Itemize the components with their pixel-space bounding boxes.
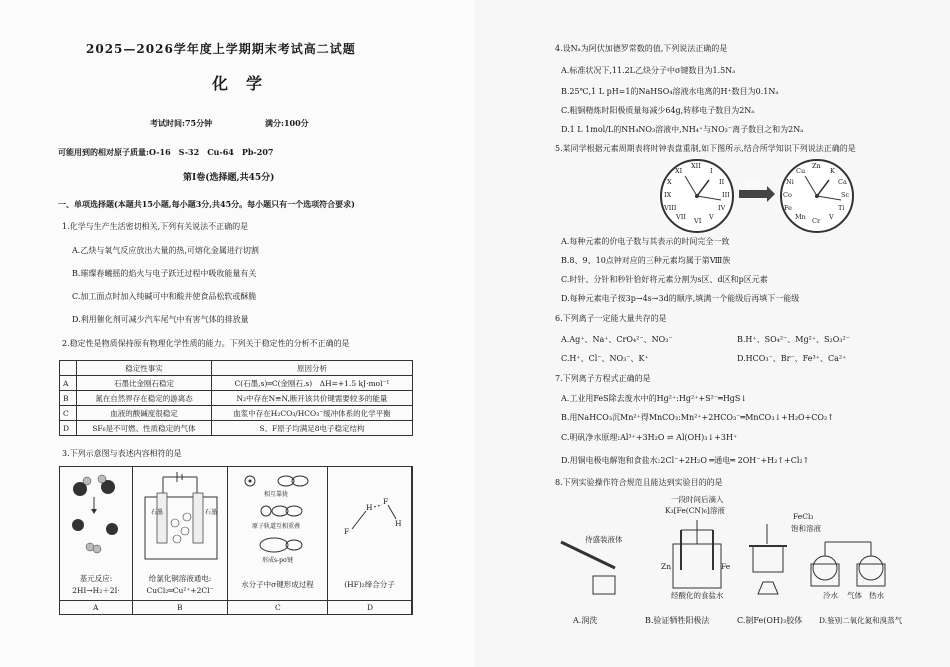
row-reason: S、F原子均满足8电子稳定结构	[211, 421, 412, 436]
atom-h-2: H	[395, 519, 402, 528]
element-zn: Zn	[812, 162, 821, 170]
q3-figure	[59, 466, 413, 615]
q6-option-c: C.H⁺、Cl⁻、NO₃⁻、K⁺	[561, 354, 649, 363]
atom-f-1: F	[344, 527, 350, 536]
part1-heading: 第Ⅰ卷(选择题,共45分)	[183, 173, 275, 183]
q8-option-a: A.润洗	[573, 616, 598, 625]
q2-table	[59, 360, 413, 436]
element-sc: Sc	[841, 191, 850, 199]
element-v: V	[829, 213, 834, 221]
numeral-10: X	[667, 178, 672, 186]
table-row	[60, 391, 413, 406]
q1-option-d: D.利用催化剂可减少汽车尾气中有害气体的排放量	[72, 315, 249, 324]
q4-stem: 4.设Nₐ为阿伏加德罗常数的值,下列说法正确的是	[555, 44, 728, 53]
add-label-1: 一段时间后滴入	[671, 495, 724, 504]
q3-a-caption1: 基元反应:	[79, 574, 113, 583]
q5-option-c: C.时针、分针和秒针恰好将元素分割为s区、d区和p区元素	[561, 275, 768, 284]
element-ti: Ti	[838, 204, 845, 212]
q1-option-c: C.加工面点时加入纯碱可中和酸并使食品松软或酥脆	[72, 292, 257, 301]
q3-label-c: C	[275, 603, 281, 612]
q3-a-caption2: 2HI→H₂＋2I·	[72, 586, 120, 595]
q4-option-d: D.1 L 1mol/L的NH₄NO₃溶液中,NH₄⁺与NO₃⁻离子数目之和为2Nₐ	[561, 125, 804, 134]
atomic-masses: 可能用到的相对原子质量:O-16 S-32 Cu-64 Pb-207	[58, 147, 274, 157]
q3-c-caption: 水分子中σ键形成过程	[241, 580, 314, 589]
row-fact: SF₆是不可燃、性质稳定的气体	[77, 421, 212, 436]
q2-stem: 2.稳定性是物质保持原有物理化学性质的能力。下列关于稳定性的分析不正确的是	[62, 339, 350, 348]
numeral-11: XI	[675, 167, 683, 175]
q1-option-a: A.乙炔与氧气反应放出大量的热,可熔化金属进行切割	[72, 246, 259, 255]
add-label-2: K₃[Fe(CN)₆]溶液	[665, 506, 725, 515]
gas-label: 气体	[847, 591, 862, 600]
q3-label-b: B	[177, 603, 183, 612]
q5-option-a: A.每种元素的价电子数与其表示的时间完全一致	[561, 237, 730, 246]
table-header-fact: 稳定性事实	[77, 361, 212, 376]
q7-stem: 7.下列离子方程式正确的是	[555, 374, 651, 383]
q8-stem: 8.下列实验操作符合规范且能达到实验目的的是	[555, 478, 723, 487]
q6-option-d: D.HCO₃⁻、Br⁻、Fe³⁺、Ca²⁺	[737, 354, 847, 363]
q5-stem: 5.某同学根据元素周期表将时钟表盘重制,如下图所示,结合所学知识下列说法正确的是	[555, 144, 856, 153]
fe-label: Fe	[721, 562, 731, 571]
q1-stem: 1.化学与生产生活密切相关,下列有关说法不正确的是	[62, 222, 249, 231]
element-co: Co	[783, 191, 792, 199]
q3-label-a: A	[93, 603, 99, 612]
numeral-1: I	[710, 167, 713, 175]
graphite-label-left: 石墨	[151, 509, 164, 516]
q5-option-b: B.8、9、10点钟对应的三种元素均属于第Ⅷ族	[561, 256, 731, 265]
row-fact: 血液的酸碱度很稳定	[77, 406, 212, 421]
row-key: D	[60, 421, 77, 436]
q6-stem: 6.下列离子一定能大量共存的是	[555, 314, 667, 323]
numeral-3: III	[722, 191, 730, 199]
numeral-7: VII	[676, 213, 686, 221]
q3-d-caption: (HF)₂缔合分子	[344, 580, 395, 589]
element-cu: Cu	[796, 167, 806, 175]
exam-title: 2025—2026学年度上学期期末考试高二试题	[86, 42, 356, 56]
atom-f-2: F	[383, 497, 389, 506]
table-header-row	[60, 361, 413, 376]
table-row	[60, 376, 413, 391]
graphite-label-right: 石墨	[205, 509, 218, 516]
burette-label: 待盛装液体	[585, 535, 623, 544]
q4-option-a: A.标准状况下,11.2L乙炔分子中σ键数目为1.5Nₐ	[561, 66, 736, 75]
q6-option-a: A.Ag⁺、Na⁺、CrO₄²⁻、NO₃⁻	[561, 335, 673, 344]
table-header-reason: 原因分析	[211, 361, 412, 376]
hf-dimer-diagram	[328, 467, 412, 567]
q1-option-b: B.璀璨春曦摇的焰火与电子跃迁过程中吸收能量有关	[72, 269, 257, 278]
q3-stem: 3.下列示意图与表述内容相符的是	[62, 449, 182, 458]
table-row	[60, 421, 413, 436]
fecl3-label-2: 饱和溶液	[791, 524, 821, 533]
subject-title: 化学	[212, 74, 281, 93]
row-key: B	[60, 391, 77, 406]
orbital-label-1: 相互靠拢	[264, 491, 289, 498]
q3-cell-b	[133, 467, 228, 614]
element-k: K	[830, 167, 835, 175]
q3-b-caption2: CuCl₂═Cu²⁺+2Cl⁻	[146, 586, 214, 595]
exam-score: 满分:100分	[265, 118, 309, 128]
arrow-label: 重制	[745, 181, 758, 189]
numeral-5: V	[709, 213, 714, 221]
q3-label-divider	[60, 600, 412, 601]
numeral-2: II	[719, 178, 725, 186]
orbital-label-3: 形成s-pσ键	[262, 557, 294, 564]
q3-b-caption1: 给氯化铜溶液通电:	[148, 574, 212, 583]
element-ca: Ca	[838, 178, 847, 186]
element-fe: Fe	[784, 204, 793, 212]
orbital-overlap-diagram	[228, 467, 328, 567]
element-mn: Mn	[795, 213, 806, 221]
q3-label-d: D	[367, 603, 374, 612]
row-key: C	[60, 406, 77, 421]
q8-option-d: D.鉴别二氧化氮和溴蒸气	[819, 616, 903, 625]
table-row	[60, 406, 413, 421]
table-cell	[60, 361, 77, 376]
fecl3-label-1: FeCl₃	[793, 512, 814, 521]
atom-h-1: H	[366, 503, 373, 512]
q5-option-d: D.每种元素电子按3p→4s→3d的顺序,填满一个能级后再填下一能级	[561, 294, 800, 303]
q7-option-d: D.用铜电极电解饱和食盐水:2Cl⁻+2H₂O ═通电═ 2OH⁻+H₂↑+Cl₂↑	[561, 456, 810, 465]
element-ni: Ni	[786, 178, 794, 186]
element-cr: Cr	[812, 217, 821, 225]
orbital-label-2: 原子轨道互相重叠	[252, 523, 301, 530]
q4-option-b: B.25℃,1 L pH=1的NaHSO₄溶液水电离的H⁺数目为0.1Nₐ	[561, 87, 779, 96]
cold-water-label: 冷水	[823, 591, 838, 600]
q7-option-c: C.明矾净水原理:Al³⁺+3H₂O ⇌ Al(OH)₃↓+3H⁺	[561, 433, 738, 442]
salt-label: 经酸化的食盐水	[671, 591, 724, 600]
molecule-collision-diagram	[60, 467, 133, 567]
q8-option-b: B.验证牺牲阳极法	[645, 616, 710, 625]
electrolysis-cell-diagram	[133, 467, 228, 567]
row-fact: 氮在自然界存在稳定的游离态	[77, 391, 212, 406]
zn-label: Zn	[661, 562, 672, 571]
numeral-4: IV	[718, 204, 726, 212]
q4-option-c: C.粗铜精炼时阳极质量每减少64g,转移电子数目为2Nₐ	[561, 106, 755, 115]
numeral-8: VIII	[664, 204, 677, 212]
right-page	[475, 0, 950, 667]
row-reason: N₂中存在N≡N,断开该共价键需要较多的能量	[211, 391, 412, 406]
q3-cell-d	[328, 467, 412, 614]
q8-option-c: C.制Fe(OH)₃胶体	[737, 616, 803, 625]
q6-option-b: B.H⁺、SO₄²⁻、Mg²⁺、S₂O₃²⁻	[737, 335, 850, 344]
numeral-9: IX	[664, 191, 672, 199]
numeral-12: XII	[691, 162, 701, 170]
q3-cell-c	[228, 467, 328, 614]
q7-option-a: A.工业用FeS除去废水中的Hg²⁺:Hg²⁺+S²⁻═HgS↓	[561, 394, 748, 403]
section1-heading: 一、单项选择题(本题共15小题,每小题3分,共45分。每小题只有一个选项符合要求)	[58, 199, 355, 209]
q3-cell-a	[60, 467, 133, 614]
row-reason: 血浆中存在H₂CO₃/HCO₃⁻缓冲体系的化学平衡	[211, 406, 412, 421]
exam-time: 考试时间:75分钟	[150, 118, 213, 128]
hot-water-label: 热水	[869, 591, 884, 600]
row-key: A	[60, 376, 77, 391]
q7-option-b: B.用NaHCO₃沉Mn²⁺得MnCO₃:Mn²⁺+2HCO₃⁻═MnCO₃↓+H₂O+CO₂↑	[561, 413, 834, 422]
numeral-6: VI	[694, 217, 702, 225]
row-reason: C(石墨,s)═C(金刚石,s) ΔH=+1.5 kJ·mol⁻¹	[211, 376, 412, 391]
row-fact: 石墨比金刚石稳定	[77, 376, 212, 391]
